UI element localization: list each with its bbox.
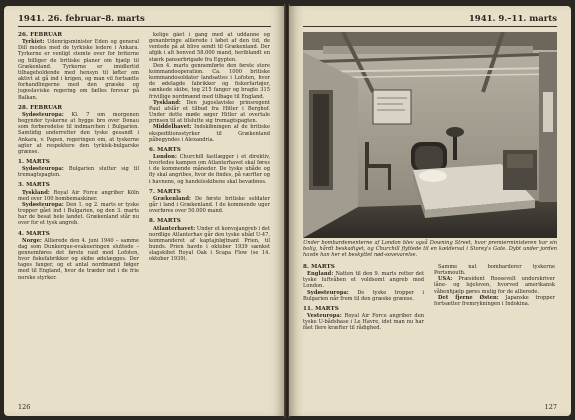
entry-text: kelige gået i gang med at uddanne og genanbringe allierede i løbet af den tid, de ventede på at blive sendt til Grækenland. Der afgik i alt henved 58.000 mand, heriblandt en stærk panserbrigade fra Egypten. xyxy=(149,32,270,63)
entry-lead: London: xyxy=(153,153,177,160)
right-page xyxy=(289,6,571,416)
entry-paragraph xyxy=(149,196,270,214)
entry-lead: Tyskland: xyxy=(153,99,181,106)
right-page-header: 1941. 9.–11. marts xyxy=(303,14,557,27)
entry-paragraph xyxy=(18,112,139,155)
bedroom-photo-illustration xyxy=(303,32,557,238)
entry-date: 8. MARTS xyxy=(149,218,181,225)
entry-date: 3. MARTS xyxy=(18,182,50,189)
entry-lead: Vesteuropa: xyxy=(307,313,342,320)
entry-lead: Sydøsteuropa: xyxy=(22,201,64,208)
entry-lead: Middelhavet: xyxy=(153,124,192,131)
entry-lead: Sydøsteuropa: xyxy=(22,111,64,118)
entry-lead: Sydøsteuropa: xyxy=(307,289,349,296)
entry-paragraph xyxy=(149,226,270,263)
entry-text: Royal Air Force angriber den tyske U-bådsbase i Le Havre, idet man nu har fået flere kræfter til rådighed. xyxy=(303,313,424,332)
entry-date: 1. MARTS xyxy=(18,158,50,165)
right-column-a xyxy=(303,264,424,400)
entry-paragraph xyxy=(434,295,555,307)
entry-text: Royal Air Force angriber Köln med over 100 bombemaskiner. xyxy=(18,189,139,202)
entry-lead: Tyrkiet: xyxy=(22,39,45,46)
entry-lead: Norge: xyxy=(22,237,43,244)
left-page-number: 126 xyxy=(18,403,31,411)
entry-text: Bulgarien slutter sig til tremagtspagten. xyxy=(18,166,139,179)
left-page-header: 1941. 26. februar–8. marts xyxy=(18,14,271,27)
entry-text: De første britiske soldater går i land i Grækenland. I de kommende uger overføres over 50.000 mand. xyxy=(149,195,270,215)
entry-text: Præsident Roosevelt underskriver låne- og lejeloven, hvorved amerikansk våbenhjælp gøres mulig for de allierede. xyxy=(434,276,555,295)
entry-paragraph xyxy=(18,190,139,202)
entry-lead: Sydøsteuropa: xyxy=(22,166,64,173)
entry-text: Kl. 7 om morgenen begynder tyskerne at bygge bro over Donau som forberedelse til indmarchen i Bulgarien. Samtidig underretter den tyske gesandt i Ankara, v. Papen, regeringen om, at tyskerne agter at respektere den tyrkisk-bulgarske grænse. xyxy=(18,111,139,155)
entry-text: Allierede den 4. juni 1940 – samme dag som Dunkerque-evakueringen sluttede – gennemføres det første raid mod Lofoten, hvor fiskefabrikker og skibe ødelægges. Der tages fanger, og et antal nordmænd følger med til England, hvor de træder ind i de frie norske styrker. xyxy=(18,237,139,281)
entry-paragraph xyxy=(149,100,270,125)
entry-lead: Atlanterhavet: xyxy=(153,225,196,232)
left-column-b xyxy=(149,32,270,400)
right-column-b xyxy=(434,264,555,400)
entry-text: Japanske tropper fortsætter fremrykningen i Indokina. xyxy=(434,294,555,307)
entry-date: 11. MARTS xyxy=(303,305,339,312)
entry-paragraph xyxy=(18,238,139,281)
entry-text: De tyske tropper i Bulgarien når frem til den græske grænse. xyxy=(303,289,424,302)
entry-paragraph xyxy=(149,32,270,63)
entry-paragraph xyxy=(303,271,424,289)
entry-lead: USA: xyxy=(438,276,453,283)
photo-caption: Under bombardementerne af London blev også Downing Street, hvor premierministeren har sin bolig, hårdt beskadiget, og Churchill flyttede til en kældersal i Storey's Gate. Dybt under jorden havde han her et beskyttet nød-sovevarelse. xyxy=(303,240,557,259)
entry-paragraph xyxy=(18,39,139,101)
entry-date: 8. MARTS xyxy=(303,264,335,270)
entry-lead: Tyskland: xyxy=(22,189,50,196)
entry-date: 26. FEBRUAR xyxy=(18,32,63,38)
entry-lead: Det fjerne Østen: xyxy=(438,294,499,301)
entry-date: 4. MARTS xyxy=(18,230,50,237)
entry-lead: Grækenland: xyxy=(153,195,191,202)
entry-date: 28. FEBRUAR xyxy=(18,104,63,111)
entry-paragraph xyxy=(434,264,555,276)
entry-paragraph xyxy=(434,276,555,294)
entry-text: Udenrigsminister Eden og general Dill modes med de tyrkiske ledere i Ankara. Tyrkerne er venligt stemte over for briterne og billiger de britiske planer om hjælp til Grækenland. Tyrkerne er imidlertid tilbageholdende med hensyn til løfter om aktivt at gå ind i krigen, og man vil fortsætte forhandlingerne med den græske og jugoslaviske regering om fælles forsvar på Balkan. xyxy=(18,39,139,101)
right-page-number: 127 xyxy=(544,403,557,411)
entry-text: Indskibningen af de britiske ekspeditionsstyrker til Grækenland påbegyndes i Alexandria. xyxy=(149,124,270,143)
entry-paragraph xyxy=(149,63,270,100)
bedroom-photo xyxy=(303,32,557,238)
entry-date: 7. MARTS xyxy=(149,188,181,195)
left-column-a xyxy=(18,32,139,400)
entry-lead: England: xyxy=(307,271,334,278)
entry-text: Samme nat bombarderer tyskerne Portsmouth. xyxy=(434,264,555,277)
entry-text: Den 1. og 2. marts er tyske tropper gået ind i Bulgarien, og den 3. marts har de besat hele landet. Grækenland står nu over for et tysk angreb. xyxy=(18,201,139,227)
entry-paragraph xyxy=(149,124,270,142)
left-page-columns xyxy=(18,32,271,400)
entry-paragraph xyxy=(303,313,424,331)
entry-text: Den 4. marts gennemførte den første store kommandooperation. Ca. 1000 britiske kommandosoldater landsattes i Lofoten, hvor de ødelagde fabrikker og fiskerfartøjer, sænkede skibe, tog 215 fanger og bragte 315 frivillige nordmænd med tilbage til England. xyxy=(149,62,270,100)
entry-paragraph xyxy=(18,202,139,227)
entry-text: Natten til den 9. marts retter det tyske luftvåben et voldsomt angreb mod London. xyxy=(303,271,424,290)
entry-date: 6. MARTS xyxy=(149,146,181,153)
entry-text: Under et konvojangreb i det nordlige Atlanterhav går den tyske ubåd U-47, kommanderet af kaptajnløjtnant Prien, til bunds. Prien havde i oktober 1939 sænket slagskibet Royal Oak i Scapa Flow (se 14. oktober 1939). xyxy=(149,225,270,263)
right-page-columns xyxy=(303,264,557,400)
left-page xyxy=(4,6,285,416)
entry-paragraph xyxy=(149,154,270,185)
entry-paragraph xyxy=(18,166,139,178)
entry-text: Churchill fastlægger i et direktiv, hvorledes kampen om Atlanterhavet skal føres i de kommende måneder. De tyske ubåde og fly skal angribes, hvor de findes, på værfter og i havnene, og handelsskibene skal bevæbnes. xyxy=(149,153,270,185)
entry-paragraph xyxy=(303,290,424,302)
entry-text: Den jugoslaviske prinsregent Paul afslår et tilbud fra Hitler i Berghof. Under dette møde søger Hitler at overtale prinsen til at tilslutte sig tremagtspagten. xyxy=(149,99,270,125)
